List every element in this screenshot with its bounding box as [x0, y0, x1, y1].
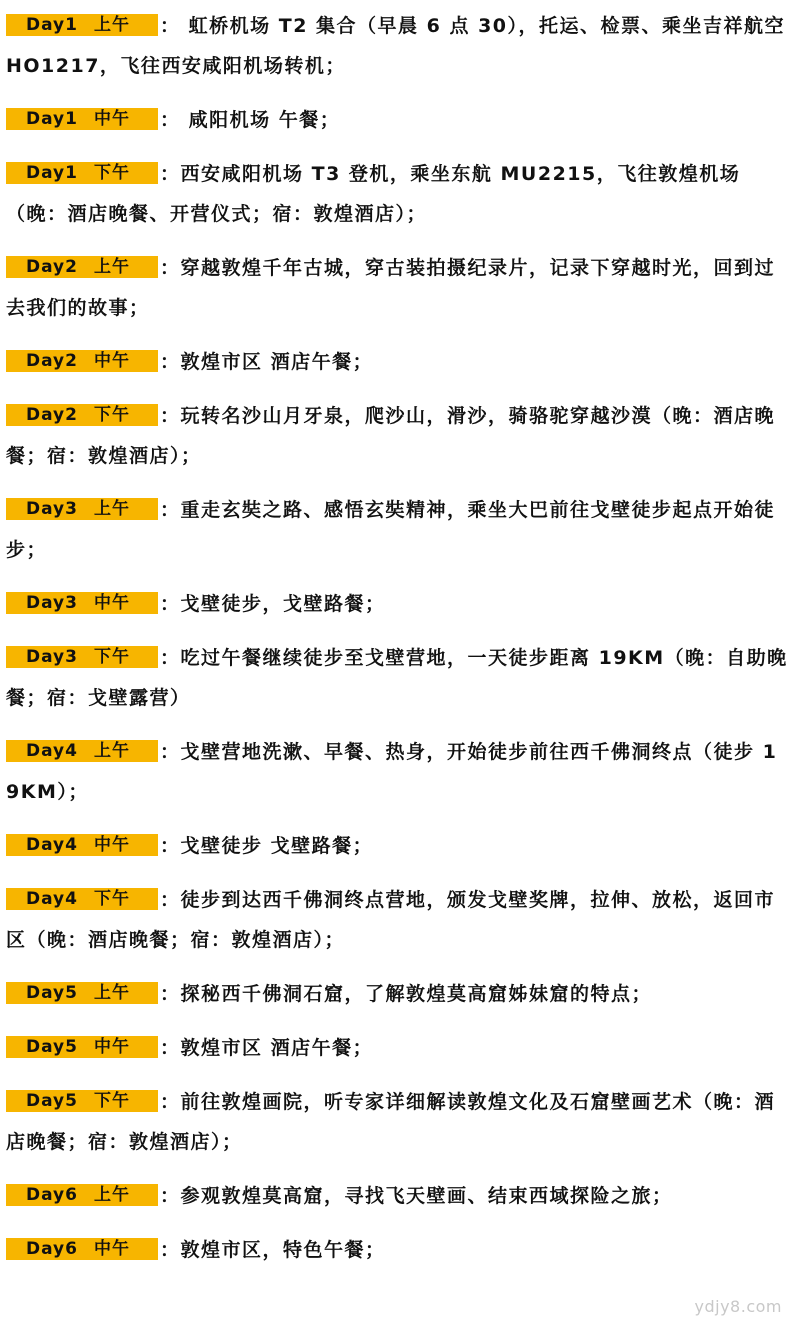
time-tag	[6, 498, 158, 520]
day-label: Day5	[26, 983, 78, 1003]
entry-text: ：探秘西千佛洞石窟，了解敦煌莫高窟姊妹窟的特点；	[160, 983, 653, 1005]
time-tag	[6, 256, 158, 278]
slot-label: 下午	[94, 889, 130, 909]
time-tag	[6, 888, 158, 910]
itinerary-entry-day2-afternoon	[6, 396, 792, 476]
slot-label: 上午	[94, 1185, 130, 1205]
itinerary-entry-day3-noon	[6, 584, 792, 624]
day-label: Day3	[26, 593, 78, 613]
time-tag	[6, 404, 158, 426]
itinerary-entry-day2-noon	[6, 342, 792, 382]
day-label: Day5	[26, 1037, 78, 1057]
time-tag	[6, 1036, 158, 1058]
slot-label: 中午	[94, 351, 130, 371]
time-tag	[6, 592, 158, 614]
slot-label: 下午	[94, 405, 130, 425]
day-label: Day2	[26, 405, 78, 425]
day-label: Day3	[26, 499, 78, 519]
slot-label: 中午	[94, 109, 130, 129]
itinerary-entry-day5-morning	[6, 974, 792, 1014]
itinerary-entry-day6-noon	[6, 1230, 792, 1270]
entry-text: ：西安咸阳机场 T3 登机，乘坐东航 MU2215，飞往敦煌机场（晚：酒店晚餐、开营仪式；宿：敦煌酒店）；	[6, 163, 741, 225]
entry-text: ：敦煌市区 酒店午餐；	[160, 351, 374, 373]
day-label: Day4	[26, 889, 78, 909]
itinerary-entry-day4-afternoon	[6, 880, 792, 960]
day-label: Day2	[26, 257, 78, 277]
day-label: Day2	[26, 351, 78, 371]
slot-label: 中午	[94, 1239, 130, 1259]
day-label: Day6	[26, 1185, 78, 1205]
entry-text: ：敦煌市区，特色午餐；	[160, 1239, 386, 1261]
itinerary-entry-day3-morning	[6, 490, 792, 570]
watermark: ydjy8.com	[694, 1297, 782, 1316]
itinerary-entry-day1-afternoon	[6, 154, 792, 234]
time-tag	[6, 1238, 158, 1260]
entry-text: ： 咸阳机场 午餐；	[160, 109, 341, 131]
entry-text: ：戈壁徒步，戈壁路餐；	[160, 593, 386, 615]
itinerary-entry-day5-noon	[6, 1028, 792, 1068]
slot-label: 上午	[94, 983, 130, 1003]
entry-text: ：玩转名沙山月牙泉，爬沙山，滑沙，骑骆驼穿越沙漠（晚：酒店晚餐；宿：敦煌酒店）；	[6, 405, 776, 467]
time-tag	[6, 350, 158, 372]
time-tag	[6, 982, 158, 1004]
time-tag	[6, 108, 158, 130]
day-label: Day6	[26, 1239, 78, 1259]
itinerary-entry-day4-noon	[6, 826, 792, 866]
itinerary-entry-day1-noon	[6, 100, 792, 140]
entry-text: ：戈壁徒步 戈壁路餐；	[160, 835, 374, 857]
itinerary-entry-day3-afternoon	[6, 638, 792, 718]
slot-label: 上午	[94, 257, 130, 277]
entry-text: ：穿越敦煌千年古城，穿古装拍摄纪录片，记录下穿越时光，回到过去我们的故事；	[6, 257, 776, 319]
slot-label: 上午	[94, 741, 130, 761]
slot-label: 上午	[94, 499, 130, 519]
entry-text: ： 虹桥机场 T2 集合（早晨 6 点 30），托运、检票、乘坐吉祥航空 HO1217，飞往西安咸阳机场转机；	[6, 15, 786, 77]
time-tag	[6, 646, 158, 668]
time-tag	[6, 1090, 158, 1112]
itinerary-entry-day1-morning	[6, 6, 792, 86]
entry-text: ：前往敦煌画院，听专家详细解读敦煌文化及石窟壁画艺术（晚：酒店晚餐；宿：敦煌酒店）；	[6, 1091, 776, 1153]
slot-label: 下午	[94, 647, 130, 667]
slot-label: 下午	[94, 1091, 130, 1111]
slot-label: 上午	[94, 15, 130, 35]
entry-text: ：敦煌市区 酒店午餐；	[160, 1037, 374, 1059]
entry-text: ：吃过午餐继续徒步至戈壁营地，一天徒步距离 19KM（晚：自助晚餐；宿：戈壁露营）	[6, 647, 788, 709]
itinerary-entry-day5-afternoon	[6, 1082, 792, 1162]
day-label: Day4	[26, 835, 78, 855]
itinerary-entry-day4-morning	[6, 732, 792, 812]
day-label: Day1	[26, 109, 78, 129]
entry-text: ：徒步到达西千佛洞终点营地，颁发戈壁奖牌，拉伸、放松，返回市区（晚：酒店晚餐；宿：敦煌酒店）；	[6, 889, 776, 951]
entry-text: ：参观敦煌莫高窟，寻找飞天壁画、结束西域探险之旅；	[160, 1185, 673, 1207]
time-tag	[6, 162, 158, 184]
day-label: Day3	[26, 647, 78, 667]
entry-text: ：戈壁营地洗漱、早餐、热身，开始徒步前往西千佛洞终点（徒步 19KM）；	[6, 741, 778, 803]
itinerary-entry-day6-morning	[6, 1176, 792, 1216]
day-label: Day1	[26, 163, 78, 183]
slot-label: 中午	[94, 835, 130, 855]
time-tag	[6, 1184, 158, 1206]
day-label: Day4	[26, 741, 78, 761]
slot-label: 中午	[94, 1037, 130, 1057]
time-tag	[6, 14, 158, 36]
day-label: Day5	[26, 1091, 78, 1111]
day-label: Day1	[26, 15, 78, 35]
slot-label: 下午	[94, 163, 130, 183]
itinerary-entry-day2-morning	[6, 248, 792, 328]
time-tag	[6, 740, 158, 762]
entry-text: ：重走玄奘之路、感悟玄奘精神，乘坐大巴前往戈壁徒步起点开始徒步；	[6, 499, 776, 561]
slot-label: 中午	[94, 593, 130, 613]
time-tag	[6, 834, 158, 856]
